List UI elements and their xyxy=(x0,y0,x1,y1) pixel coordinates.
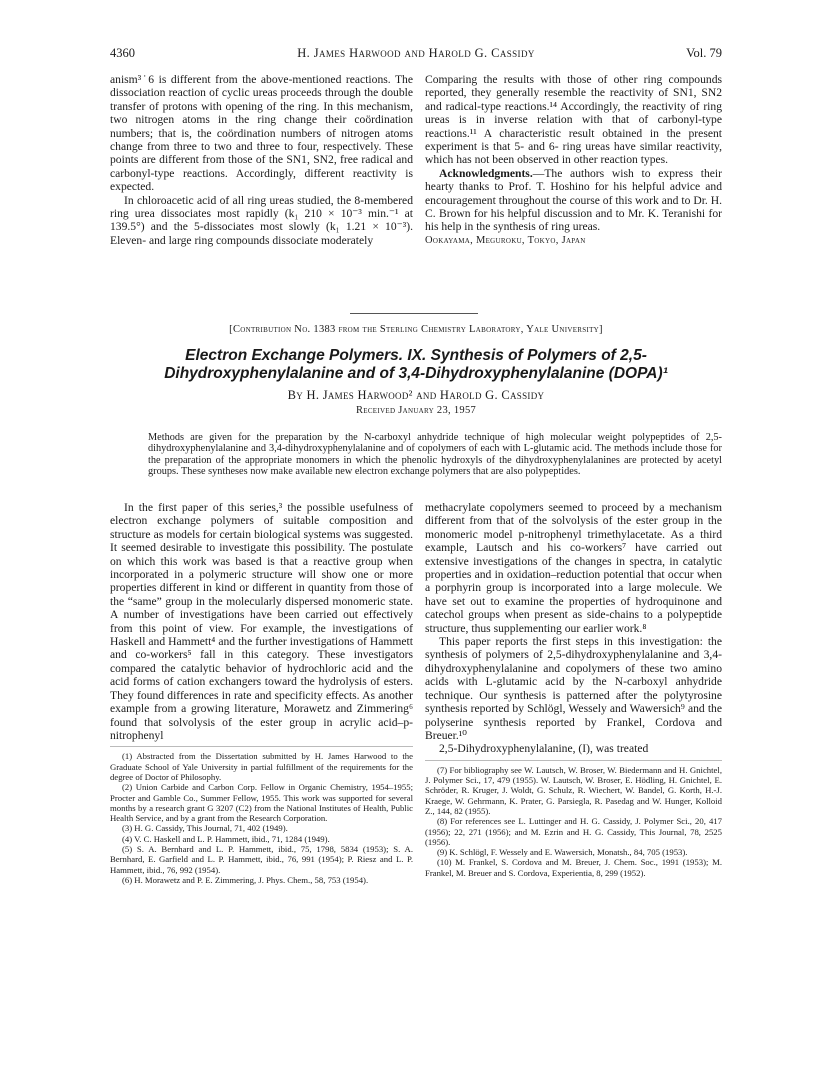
acknowledgments xyxy=(425,167,722,234)
prev-article-left-column xyxy=(110,73,413,247)
page-number: 4360 xyxy=(110,46,135,60)
prev-paragraph: In chloroacetic acid of all ring ureas studied, the 8-membered ring urea dissociates most rapidly (k₁ 210 × 10⁻³ min.⁻¹ at 139.5°) and the 5-dissociates most slowly (k₁ 1.21 × 10⁻³). Eleven- and large ring compounds dissociate moderately xyxy=(110,193,413,247)
footnote: (3) H. G. Cassidy, This Journal, 71, 402 (1949). xyxy=(122,823,288,834)
body-right-column xyxy=(425,501,722,878)
footnotes-right xyxy=(425,765,722,878)
author-address: Ookayama, Meguroku, Tokyo, Japan xyxy=(425,234,586,246)
acknowledgments-heading: Acknowledgments. xyxy=(439,166,533,180)
prev-paragraph: anism³˙6 is different from the above-mentioned reactions. The dissociation reaction of cyclic ureas proceeds through the double transfer of protons with opening of the ring. In this mechanism, two nitrogen atoms in the ring change their coördination numbers; that is, the coördination numbers of nitrogen atoms change from three to two and three to four, respectively. These points are different from those of the SN1, SN2, free radical and carbonyl-type reactions. Accordingly, different reactivity is expected. xyxy=(110,73,413,194)
volume-label: Vol. 79 xyxy=(686,46,722,60)
body-paragraph: methacrylate copolymers seemed to proceed by a mechanism different from that of the solvolysis of the ester group in the monomeric model p-nitrophenyl trimethylacetate. As a third example, Lautsch and his co-workers⁷ have carried out extensive investigations of the changes in spectra, in catalytic properties and in oxidation–reduction potential that occur when a porphyrin group is incorporated into a large molecule. We have set out to examine the properties of hydroquinone and catechol groups when present as side-chains to a polypeptide structure, thus supplementing our earlier work.⁸ xyxy=(425,501,722,635)
footnote-divider xyxy=(425,760,722,761)
byline: By H. James Harwood² and Harold G. Cassidy xyxy=(287,388,545,402)
footnote-divider xyxy=(110,746,413,747)
prev-paragraph: Comparing the results with those of other ring compounds reported, they generally resemble the reactivity of SN1, SN2 and radical-type reactions.¹⁴ Accordingly, the reactivity of ring ureas is in inverse relation with that of carbonyl-type reactions.¹¹ A characteristic result obtained in the present experiment is that 5- and 6- ring ureas have similar reactivity, which has not been observed in other reaction types. xyxy=(425,73,722,167)
acknowledgments-text: —The authors wish to express their hearty thanks to Prof. T. Hoshino for his helpful advice and encouragement throughout the course of this work and to Dr. H. C. Brown for his helpful discussion and to Mr. K. Teranishi for his help in the synthesis of ring ureas. xyxy=(425,166,722,234)
footnote: (6) H. Morawetz and P. E. Zimmering, J. Phys. Chem., 58, 753 (1954). xyxy=(122,874,369,885)
abstract: Methods are given for the preparation by the N-carboxyl anhydride technique of high molecular weight polypeptides of 2,5-dihydroxyphenylalanine and 3,4-dihydroxyphenylalanine and of copolymers of each with L-glutamic acid. The methods include those for the preparation of the appropriate monomers in which the phenolic hydroxyls of the dihydroxyphenylalanines are protected by acetyl groups. These syntheses now make available new electron exchange polymers that are also polypeptides. xyxy=(148,432,722,478)
body-left-column xyxy=(110,501,413,885)
footnote: (4) V. C. Haskell and L. P. Hammett, ibid., 71, 1284 (1949). xyxy=(122,833,330,844)
footnote: (9) K. Schlögl, F. Wessely and E. Wawersich, Monatsh., 84, 705 (1953). xyxy=(437,847,688,858)
running-header xyxy=(110,46,722,62)
footnote: (10) M. Frankel, S. Cordova and M. Breuer, J. Chem. Soc., 1991 (1953); M. Frankel, M. Breuer and S. Cordova, Experientia, 8, 299 (1952). xyxy=(425,857,722,878)
footnote: (5) S. A. Bernhard and L. P. Hammett, ibid., 75, 1798, 5834 (1953); S. A. Bernhard, E. Garfield and L. P. Hammett, ibid., 76, 991 (1954); P. Riesz and L. P. Hammett, ibid., 76, 992 (1954). xyxy=(110,843,413,875)
article-title: Electron Exchange Polymers. IX. Synthesis of Polymers of 2,5-Dihydroxyphenylalanine and of 3,4-Dihydroxyphenylalanine (DOPA)¹ xyxy=(164,347,668,382)
body-paragraph: This paper reports the first steps in this investigation: the synthesis of polymers of 2,5-dihydroxyphenylalanine and 3,4-dihydroxyphenylalanine and copolymers of these two amino acids with L-glutamic acid by the N-carboxyl anhydride technique. Our synthesis is patterned after the polytyrosine synthesis reported by Schlögl, Wessely and Wawersich⁹ and the polyserine synthesis reported by Frankel, Cordova and Breuer.¹⁰ xyxy=(425,635,722,742)
body-paragraph: In the first paper of this series,³ the possible usefulness of electron exchange polymers of suitable composition and structure as models for certain biological systems was suggested. It seemed desirable to investigate this possibility. The postulate on which this work was based is that a reactive group when incorporated in a polymeric structure will show one or more properties different in kind or different in quantity from those of the “same” group in the molecularly dispersed monomeric state. A number of investigations have been carried out effectively from this point of view. For example, the investigations of Haskell and Hammett⁴ and the further investigations of Hammett and co-workers⁵ fall in this category. These investigators compared the catalytic behavior of hydrochloric acid and the acid forms of cation exchangers toward the hydrolysis of esters. They found differences in rate and specificity effects. As another example from a growing literature, Morawetz and Zimmering⁶ found that solvolysis of the ester group in acrylic acid–p-nitrophenyl xyxy=(110,501,413,742)
footnotes-left xyxy=(110,751,413,885)
contribution-line: [Contribution No. 1383 from the Sterling Chemistry Laboratory, Yale University] xyxy=(229,324,603,335)
body-paragraph: 2,5-Dihydroxyphenylalanine, (I), was treated xyxy=(439,742,649,756)
footnote: (1) Abstracted from the Dissertation submitted by H. James Harwood to the Graduate School of Yale University in partial fulfillment of the requirements for the degree of Doctor of Philosophy. xyxy=(110,751,413,782)
prev-article-right-column xyxy=(425,73,722,247)
footnote: (8) For references see L. Luttinger and H. G. Cassidy, J. Polymer Sci., 20, 417 (1956); 22, 271 (1956); and M. Ezrin and H. G. Cassidy, This Journal, 78, 2525 (1956). xyxy=(425,816,722,847)
footnote: (2) Union Carbide and Carbon Corp. Fellow in Organic Chemistry, 1954–1955; Procter and Gamble Co., Summer Fellow, 1955. This work was supported for several months by a research grant G 3207 (C2) from the National Institutes of Health, Public Health Service, and by a grant from the Research Corporation. xyxy=(110,782,413,824)
article-divider xyxy=(350,313,478,314)
running-title: H. James Harwood and Harold G. Cassidy xyxy=(297,46,535,60)
received-date: Received January 23, 1957 xyxy=(355,405,477,416)
footnote: (7) For bibliography see W. Lautsch, W. Broser, W. Biedermann and H. Gnichtel, J. Polymer Sci., 17, 479 (1955). W. Lautsch, W. Broser, E. Hödling, H. Gnichtel, E. Schröder, R. Kruger, J. Woldt, G. Schulz, R. Wiechert, W. Bandel, G. Korth, H.-J. Kraege, W. Gehrmann, K. Prater, G. Parsiegla, R. Pasedag and W. Hunger, Kolloid Z., 144, 82 (1955). xyxy=(425,764,722,816)
